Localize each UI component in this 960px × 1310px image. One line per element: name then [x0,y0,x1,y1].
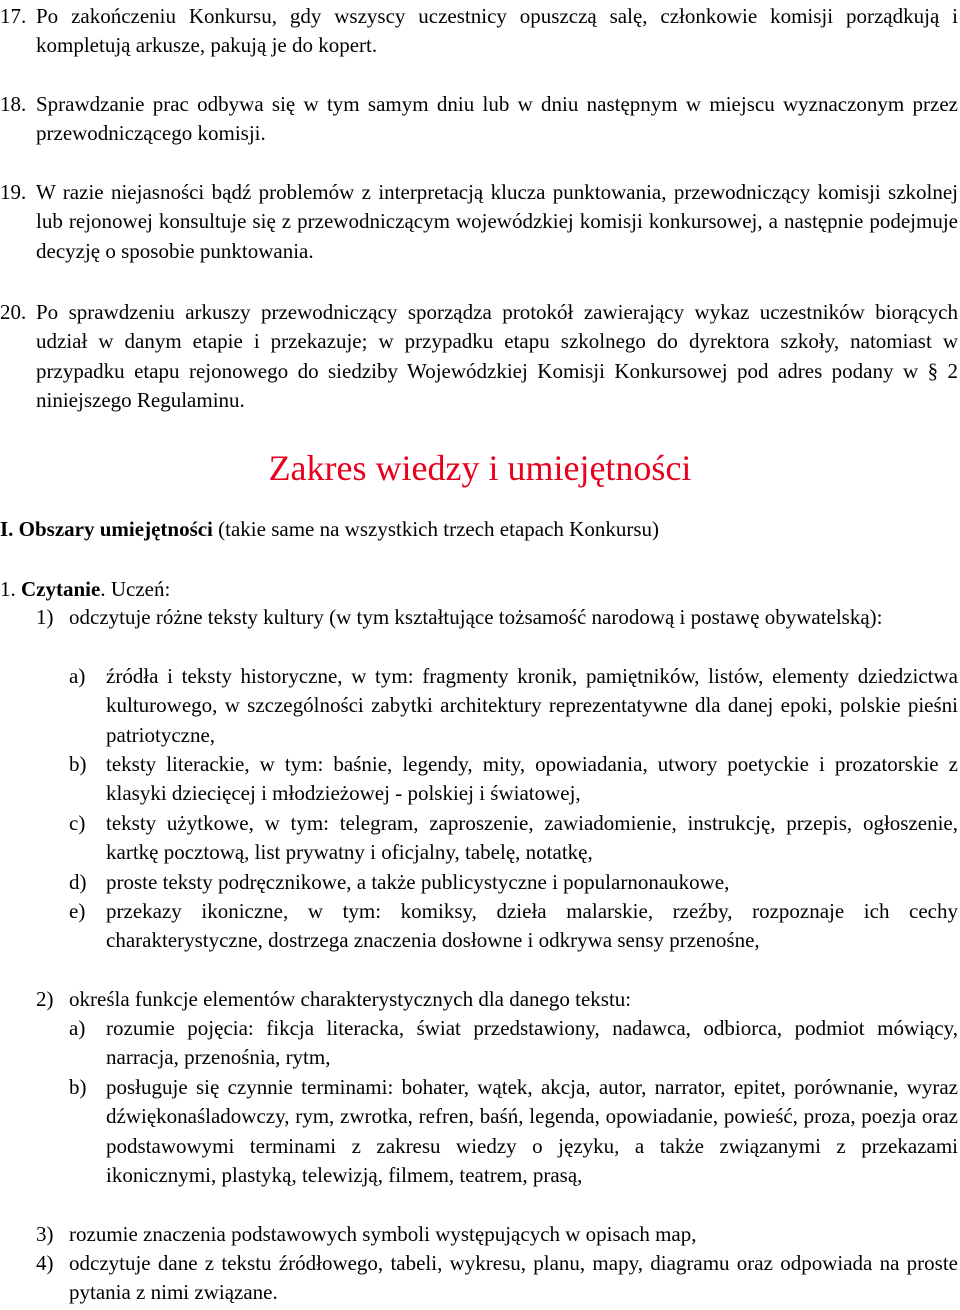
list-item-2 [0,985,958,1014]
rule-text: Sprawdzanie prac odbywa się w tym samym dniu lub w dniu następnym w miejscu wyznaczonym przez przewodniczącego komisji. [36,92,958,146]
rule-item-20 [0,298,958,416]
sub-text: źródła i teksty historyczne, w tym: fragmenty kronik, pamiętników, listów, elementy dziedzictwa kulturowego, w szczególności zabytki architektury reprezentatywne dla danej epoki, polskie pieśni patriotyczne, [106,664,958,747]
sub-text: teksty literackie, w tym: baśnie, legendy, mity, opowiadania, utwory poetyckie i prozatorskie z klasyki dziecięcej i młodzieżowej - polskiej i światowej, [106,752,958,806]
sub-text: proste teksty podręcznikowe, a także publicystyczne i popularnonaukowe, [106,870,730,894]
reading-number: 1. [0,577,21,601]
sub-text: przekazy ikoniczne, w tym: komiksy, dzieła malarskie, rzeźby, rozpoznaje ich cechy charakterystyczne, dostrzega znaczenia dosłowne i odkrywa sensy przenośne, [106,899,958,953]
list-item-1 [0,603,958,632]
heading-bold: I. Obszary umiejętności [0,517,213,541]
reading-label: Czytanie [21,577,101,601]
sub-text: posługuje się czynnie terminami: bohater, wątek, akcja, autor, narrator, epitet, porównanie, wyraz dźwiękonaśladowczy, rym, zwrotka, refren, baśń, legenda, opowiadanie, powieść, proza, poezja oraz podstawowymi terminami z zakresu wiedzy o języku, a także związanymi z przekazami ikonicznymi, plastyką, telewizją, filmem, teatrem, prasą, [106,1075,958,1188]
list-text: odczytuje różne teksty kultury (w tym kształtujące tożsamość narodową i postawę obywatelską): [69,605,883,629]
rule-item-18 [0,90,958,149]
sub-text: teksty użytkowe, w tym: telegram, zaproszenie, zawiadomienie, instrukcję, przepis, ogłoszenie, kartkę pocztową, list prywatny i oficjalny, tabelę, notatkę, [106,811,958,865]
rule-text-after: 2 niniejszego Regulaminu. [36,358,959,413]
section-sign: § [927,358,939,383]
sub-letter: a) [69,1016,86,1040]
sub-item-1a [0,662,958,750]
sub-letter: c) [69,811,86,835]
list-number: 1) [36,605,54,629]
sub-item-1d [0,868,958,897]
list-text: określa funkcje elementów charakterystycznych dla danego tekstu: [69,987,632,1011]
list-item-3 [0,1220,958,1249]
sub-item-1c [0,809,958,868]
sub-letter: d) [69,870,87,894]
heading-rest: (takie same na wszystkich trzech etapach Konkursu) [212,517,659,541]
rule-item-17 [0,2,958,61]
reading-heading [0,574,958,604]
rule-text [36,298,958,416]
rule-item-19 [0,178,958,266]
sub-letter: b) [69,1075,87,1099]
list-item-4 [0,1249,958,1308]
skills-area-heading [0,514,958,544]
rule-number: 18. [0,92,27,116]
sub-item-1e [0,897,958,956]
list-text: odczytuje dane z tekstu źródłowego, tabeli, wykresu, planu, mapy, diagramu oraz odpowiada na proste pytania z nimi związane. [69,1251,958,1305]
section-title: Zakres wiedzy i umiejętności [268,448,692,488]
sub-text: rozumie pojęcia: fikcja literacka, świat przedstawiony, nadawca, odbiorca, podmiot mówiący, narracja, przenośnia, rytm, [106,1016,958,1070]
rule-number: 20. [0,300,27,324]
rule-number: 19. [0,180,27,204]
sub-item-2b [0,1073,958,1191]
list-number: 3) [36,1222,54,1246]
sub-letter: b) [69,752,87,776]
rule-text-before: Po sprawdzeniu arkuszy przewodniczący sporządza protokół zawierający wykaz uczestników biorących udział w danym etapie i przekazuje; w przypadku etapu szkolnego do dyrektora szkoły, natomiast w przypadku etapu rejonowego do siedziby Wojewódzkiej Komisji Konkursowej pod adres podany w [36,300,958,383]
list-number: 4) [36,1251,54,1275]
rule-number: 17. [0,4,27,28]
reading-rest: . Uczeń: [100,577,171,601]
list-number: 2) [36,987,54,1011]
sub-letter: a) [69,664,86,688]
sub-letter: e) [69,899,86,923]
list-text: rozumie znaczenia podstawowych symboli występujących w opisach map, [69,1222,697,1246]
sub-item-1b [0,750,958,809]
rule-text: W razie niejasności bądź problemów z interpretacją klucza punktowania, przewodniczący komisji szkolnej lub rejonowej konsultuje się z przewodniczącym wojewódzkiej komisji konkursowej, a następnie podejmuje decyzję o sposobie punktowania. [36,180,958,263]
rule-text: Po zakończeniu Konkursu, gdy wszyscy uczestnicy opuszczą salę, członkowie komisji porządkują i kompletują arkusze, pakują je do kopert. [36,4,958,58]
sub-item-2a [0,1014,958,1073]
